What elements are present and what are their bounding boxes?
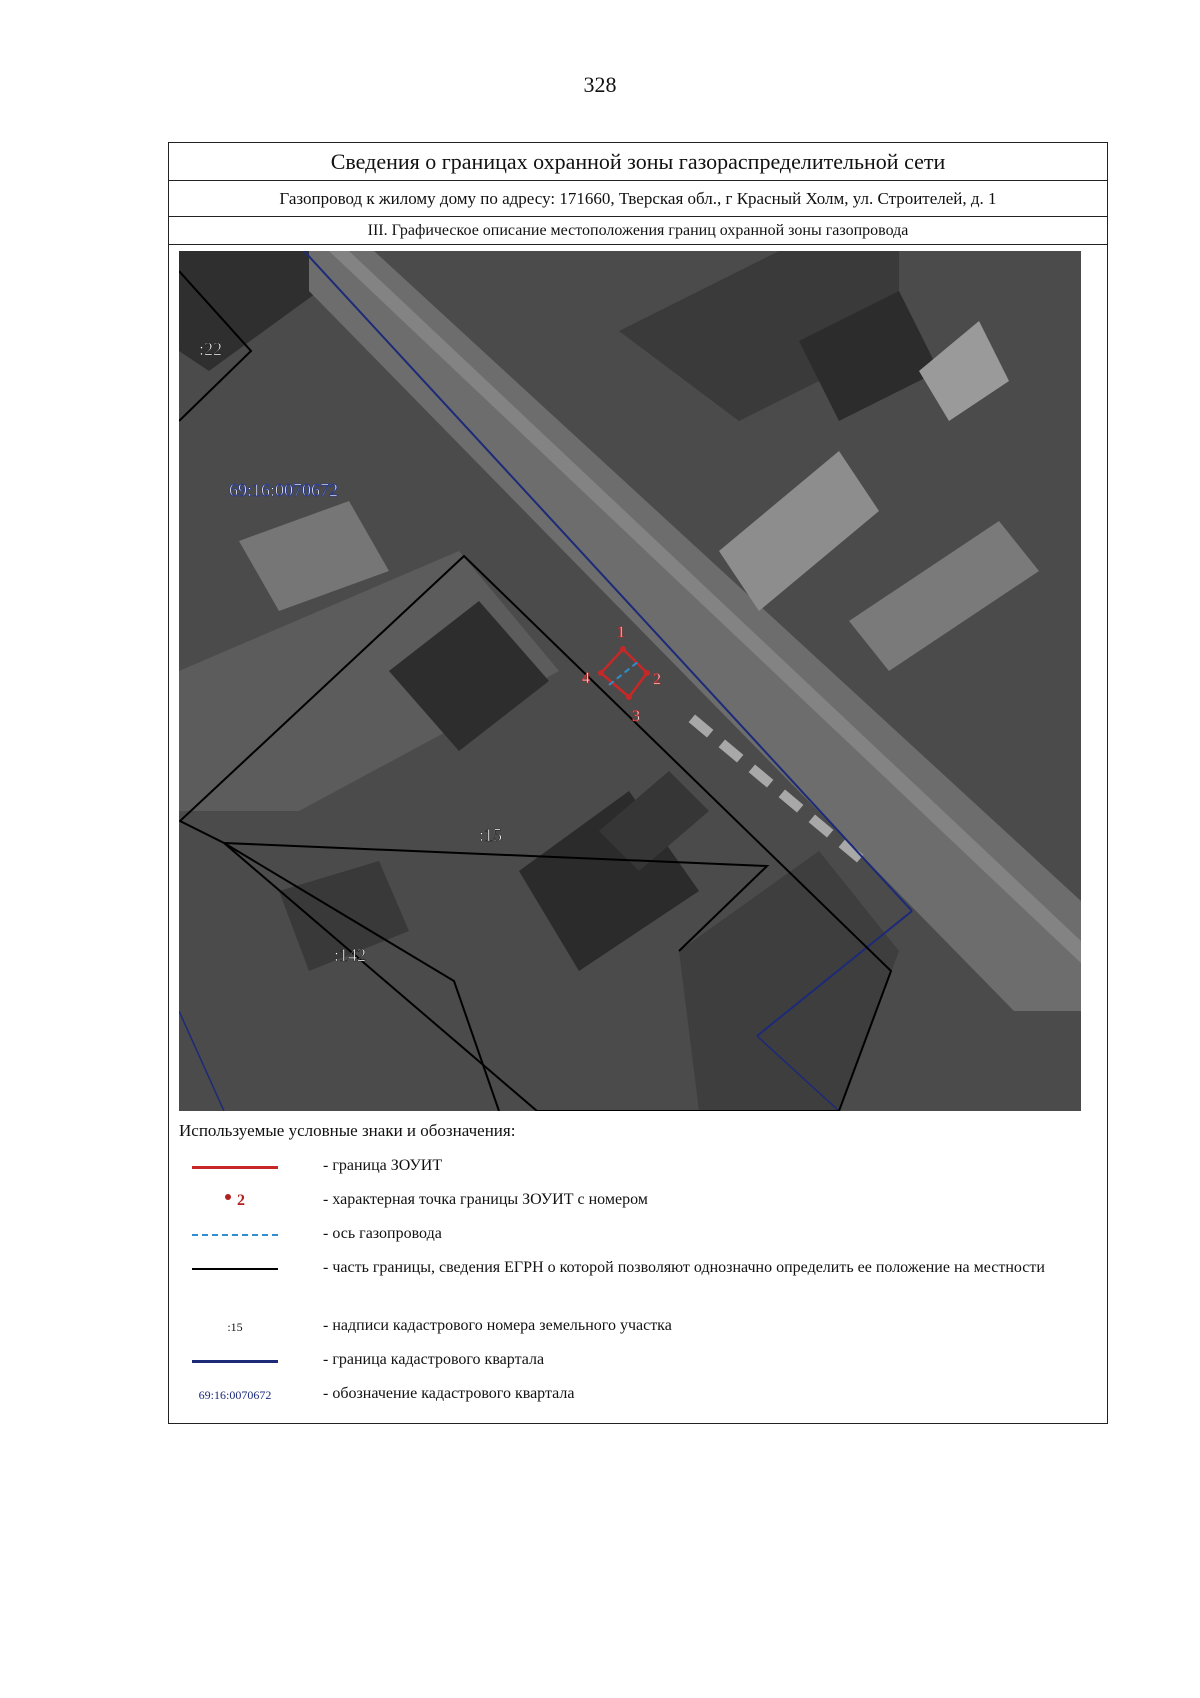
legend-text: - часть границы, сведения ЕГРН о которой позволяют однозначно определить ее положение на местности — [323, 1259, 1045, 1276]
legend-text: - ось газопровода — [323, 1225, 442, 1242]
legend-symbol-zouit-boundary — [179, 1155, 291, 1179]
legend-text: - надписи кадастрового номера земельного участка — [323, 1317, 672, 1334]
document-title: Сведения о границах охранной зоны газораспределительной сети — [169, 143, 1107, 181]
legend-heading: Используемые условные знаки и обозначения: — [179, 1121, 516, 1140]
zouit-point — [626, 694, 632, 700]
parcel-label: :22 — [199, 339, 223, 359]
legend-text: - граница кадастрового квартала — [323, 1351, 545, 1368]
section-heading: III. Графическое описание местоположения границ охранной зоны газопровода — [169, 217, 1107, 245]
zouit-point — [644, 670, 650, 676]
zouit-point-number: 3 — [632, 708, 640, 725]
legend-symbol-zouit-point — [179, 1189, 291, 1213]
legend-symbol-parcel-boundary — [179, 1257, 291, 1281]
zouit-point — [620, 646, 626, 652]
zouit-point-number: 2 — [653, 671, 661, 688]
page-number: 328 — [583, 72, 617, 97]
legend-text: - обозначение кадастрового квартала — [323, 1385, 575, 1402]
point-marker-icon — [225, 1194, 231, 1200]
document-frame — [168, 142, 1108, 1424]
quarter-label: 69:16:0070672 — [229, 480, 339, 500]
legend-symbol-quarter-boundary — [179, 1349, 291, 1373]
parcel-label: :15 — [479, 825, 503, 845]
legend-symbol-quarter-label: 69:16:0070672 — [198, 1387, 272, 1402]
parcel-label: :142 — [334, 945, 367, 965]
object-description: Газопровод к жилому дому по адресу: 171660, Тверская обл., г Красный Холм, ул. Строителей, д. 1 — [169, 181, 1107, 217]
legend-symbol-gas-axis — [179, 1223, 291, 1247]
legend-text: - граница ЗОУИТ — [323, 1157, 443, 1174]
legend-symbol-parcel-label: :15 — [227, 1319, 243, 1334]
zouit-point-number: 1 — [617, 624, 625, 641]
legend-text: - характерная точка границы ЗОУИТ с номером — [323, 1191, 648, 1208]
map-canvas — [179, 251, 1081, 1111]
point-number: 2 — [237, 1192, 245, 1209]
zouit-point — [598, 670, 604, 676]
zouit-point-number: 4 — [582, 670, 590, 687]
aerial-map — [179, 251, 1081, 1111]
